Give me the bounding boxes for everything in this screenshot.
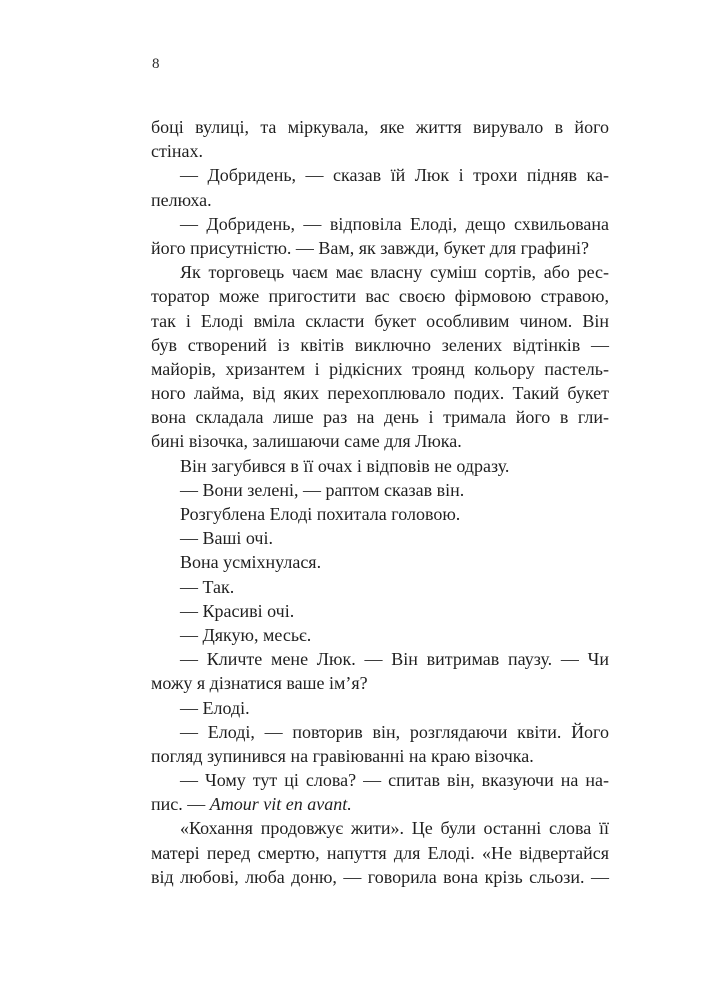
book-line-text: — Елоді, — повторив він, розглядаючи квіти. Його <box>180 721 609 742</box>
book-line-text: від любові, люба доню, — говорила вона крізь сльози. — <box>151 866 609 887</box>
book-line-text: — Так. <box>180 576 235 597</box>
book-line-text: — Добридень, — сказав їй Люк і трохи підняв ка- <box>180 165 609 186</box>
book-line <box>151 405 609 429</box>
book-line <box>151 841 609 865</box>
book-line <box>151 163 609 187</box>
book-line <box>151 333 609 357</box>
book-line <box>151 720 609 744</box>
book-line-text: ного лайма, від яких перехоплювало подих. Такий букет <box>151 383 609 404</box>
book-line <box>151 309 609 333</box>
book-line-text: бині візочка, залишаючи саме для Люка. <box>151 431 462 452</box>
book-line <box>151 429 609 453</box>
book-line-text: торатор може пригостити вас своєю фірмовою стравою, <box>151 286 609 307</box>
book-line <box>151 357 609 381</box>
book-line-text: — Елоді. <box>180 697 250 718</box>
book-line <box>151 115 609 139</box>
book-line-text: вона складала лише раз на день і тримала його в гли- <box>151 407 609 428</box>
book-line-text: — Добридень, — відповіла Елоді, дещо схвильована <box>180 213 609 234</box>
book-line <box>151 478 609 502</box>
book-line <box>151 454 609 478</box>
book-line-text: Як торговець чаєм має власну суміш сортів, або рес- <box>180 262 609 283</box>
page-number: 8 <box>152 56 160 72</box>
book-line-text: пелюха. <box>151 189 212 210</box>
book-line <box>151 744 609 768</box>
book-line-text: матері перед смертю, напуття для Елоді. «Не відвертайся <box>151 842 609 863</box>
book-line-text: так і Елоді вміла скласти букет особливим чином. Він <box>151 310 609 331</box>
book-line-text: можу я дізнатися ваше ім’я? <box>151 673 368 694</box>
book-line-text: його присутністю. — Вам, як завжди, букет для графині? <box>151 237 589 258</box>
book-line <box>151 647 609 671</box>
book-line <box>151 792 609 816</box>
book-line-text: — Дякую, месьє. <box>180 624 312 645</box>
book-line-text: Він загубився в її очах і відповів не одразу. <box>180 455 510 476</box>
book-line <box>151 865 609 889</box>
book-line-text: Вона усміхнулася. <box>180 552 322 573</box>
book-line-text: майорів, хризантем і рідкісних троянд кольору пастель- <box>151 358 609 379</box>
book-line-text: — Красиві очі. <box>180 600 295 621</box>
book-line <box>151 502 609 526</box>
text-block <box>151 115 609 889</box>
book-line-text: погляд зупинився на гравіюванні на краю візочка. <box>151 745 534 766</box>
book-line <box>151 526 609 550</box>
book-line-text: Розгублена Елоді похитала головою. <box>180 504 461 524</box>
book-line-text: — Вони зелені, — раптом сказав він. <box>180 479 465 500</box>
book-line <box>151 768 609 792</box>
book-line <box>151 212 609 236</box>
book-line-text: був створений із квітів виключно зелених відтінків — <box>151 334 609 355</box>
book-line <box>151 599 609 623</box>
book-line-text: — Кличте мене Люк. — Він витримав паузу. — Чи <box>180 649 609 670</box>
book-line-text: пис. — <box>151 794 210 815</box>
book-line <box>151 139 609 163</box>
book-line <box>151 188 609 212</box>
book-line-text-italic: Amour vit en avant. <box>209 794 352 815</box>
book-line <box>151 236 609 260</box>
book-line <box>151 671 609 695</box>
book-line <box>151 381 609 405</box>
book-line <box>151 284 609 308</box>
book-line <box>151 550 609 574</box>
book-line-text: боці вулиці, та міркувала, яке життя вирувало в його <box>151 117 609 137</box>
book-line <box>151 696 609 720</box>
book-line-text: — Чому тут ці слова? — спитав він, вказуючи на на- <box>180 770 609 791</box>
book-line-text: «Кохання продовжує жити». Це були останні слова її <box>180 818 609 839</box>
book-line <box>151 623 609 647</box>
book-line-text: стінах. <box>151 141 203 162</box>
book-line-text: — Ваші очі. <box>180 528 273 549</box>
book-line <box>151 816 609 840</box>
book-line <box>151 575 609 599</box>
book-line <box>151 260 609 284</box>
